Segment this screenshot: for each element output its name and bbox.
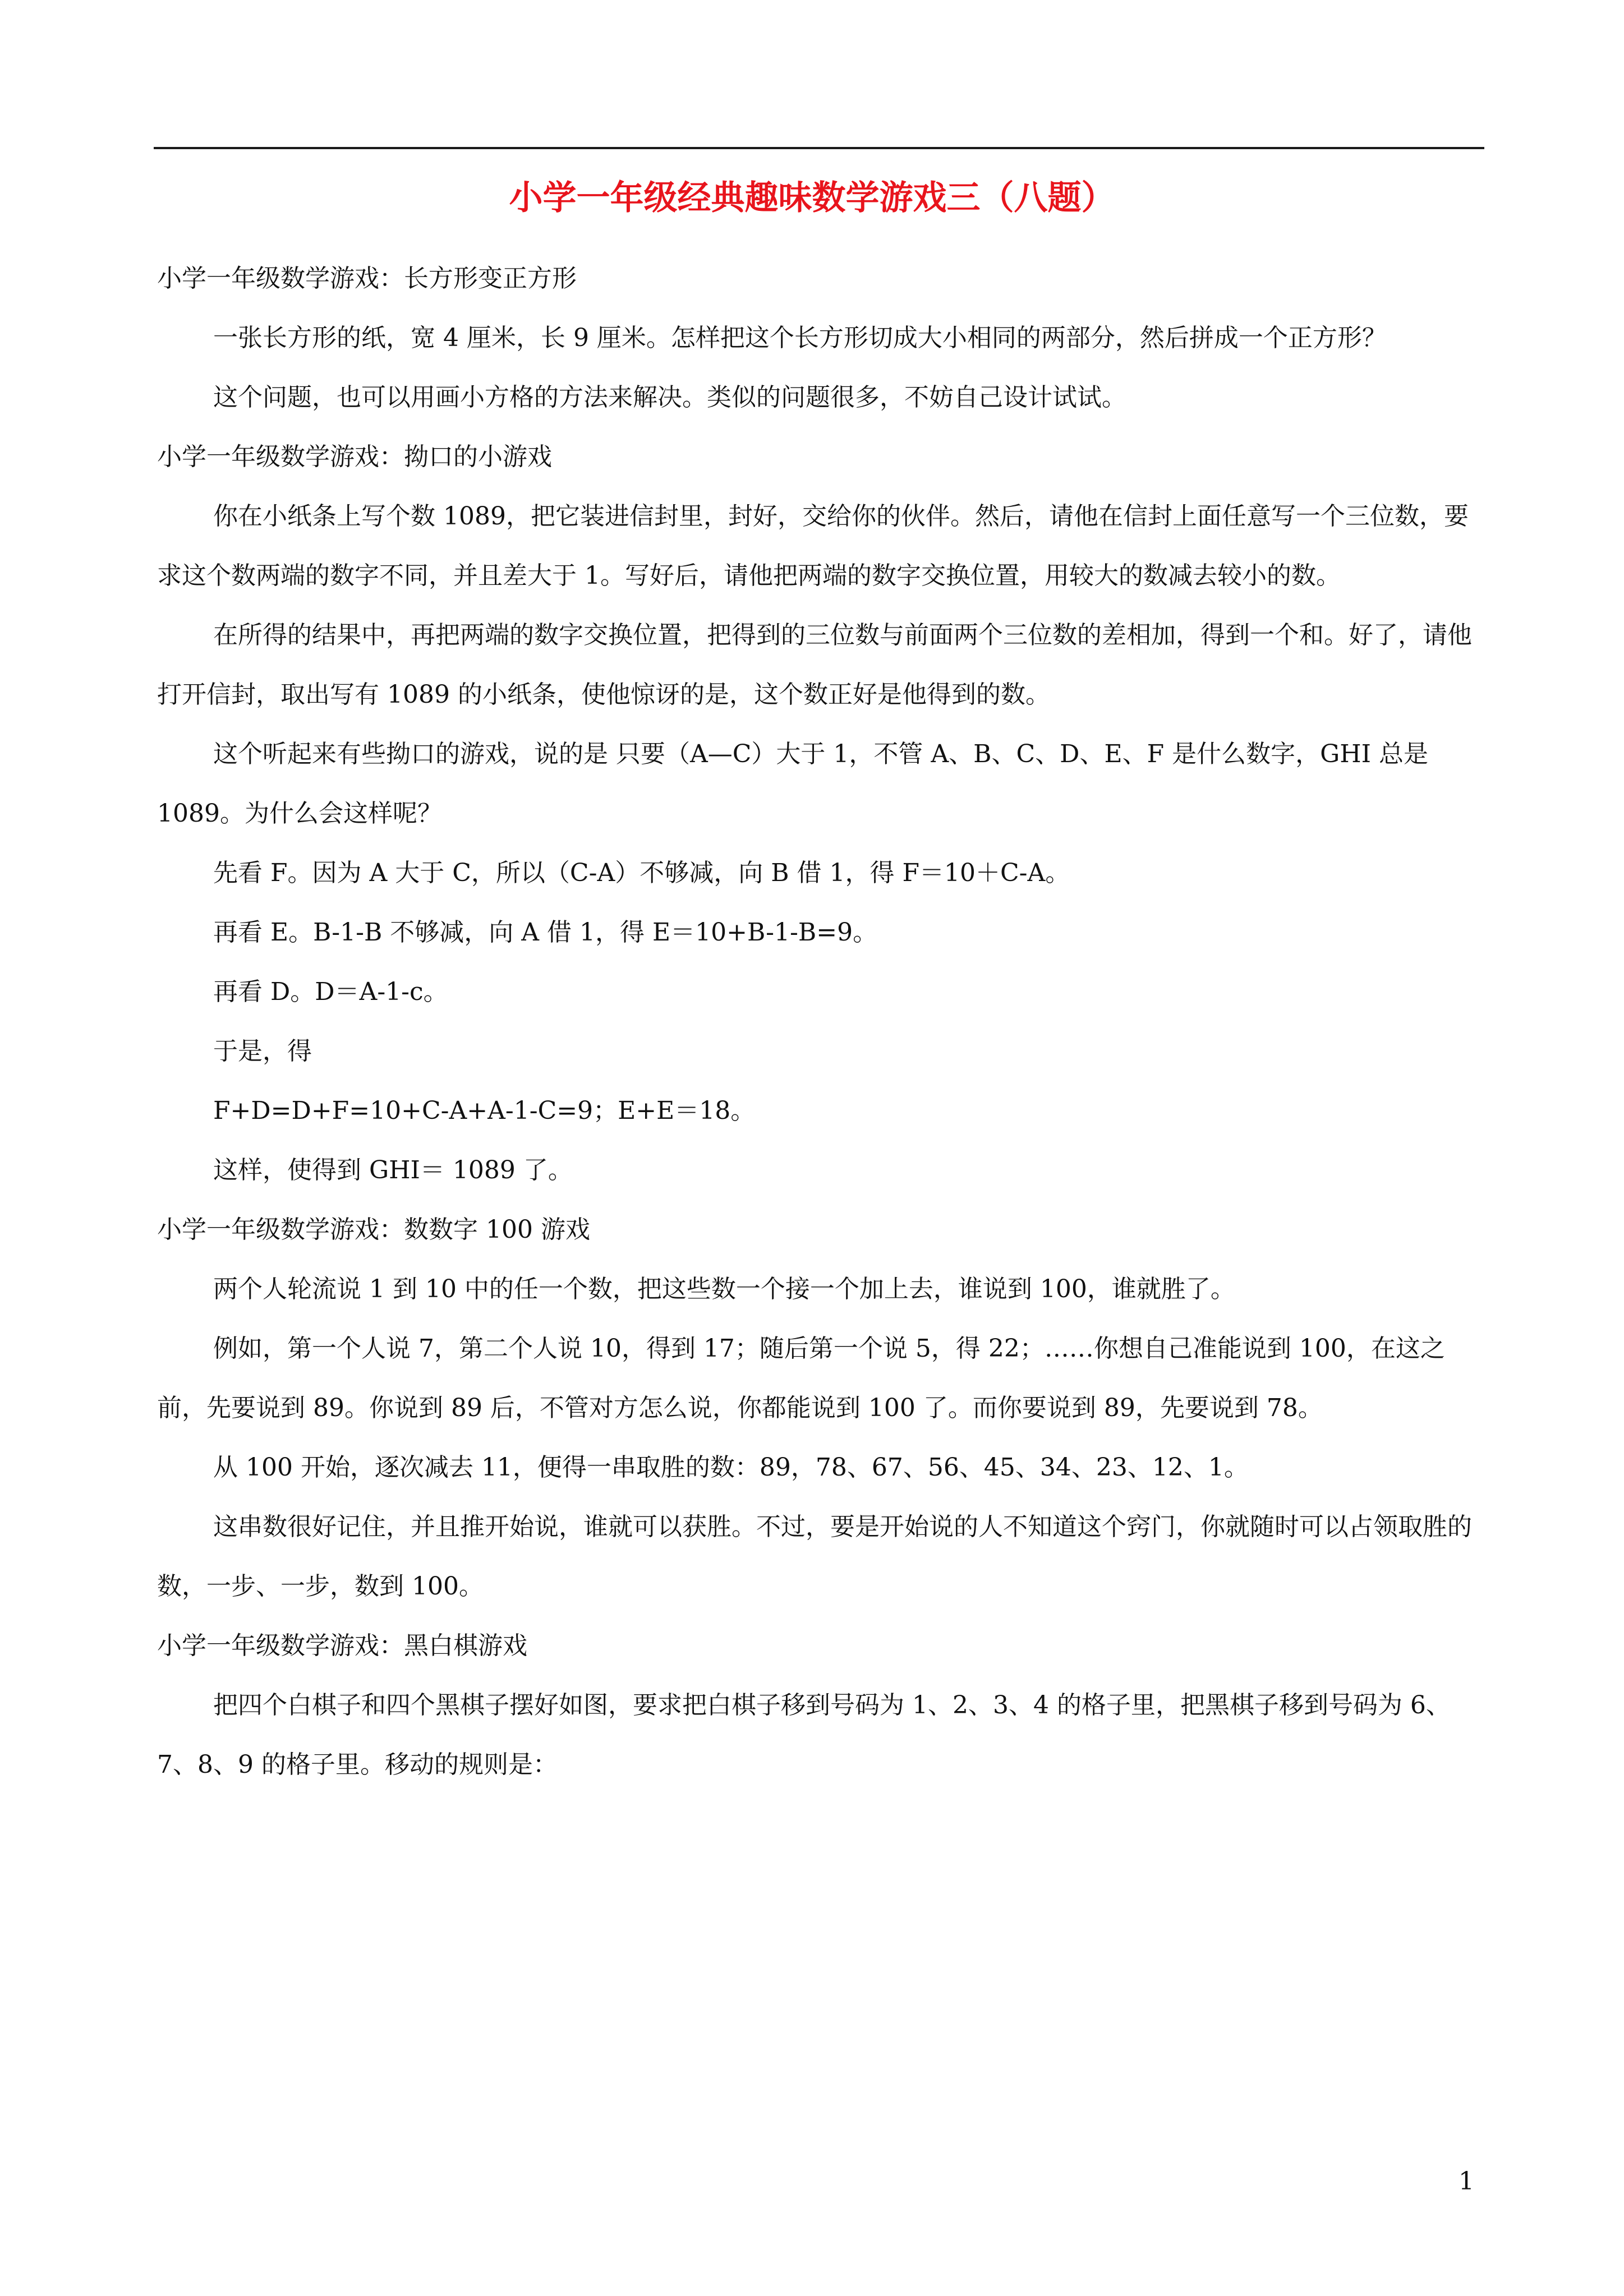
- paragraph: 把四个白棋子和四个黑棋子摆好如图，要求把白棋子移到号码为 1、2、3、4 的格子里，把黑棋子移到号码为 6、7、8、9 的格子里。移动的规则是：: [157, 1691, 1451, 1779]
- paragraph: 一张长方形的纸，宽 4 厘米，长 9 厘米。怎样把这个长方形切成大小相同的两部分，然后拼成一个正方形？: [213, 324, 1387, 352]
- section-heading: 小学一年级数学游戏：长方形变正方形: [157, 264, 577, 293]
- section-heading: 小学一年级数学游戏：黑白棋游戏: [157, 1631, 527, 1660]
- page-number: 1: [1459, 2167, 1474, 2196]
- document-body: [157, 249, 1484, 1795]
- paragraph: 先看 F。因为 A 大于 C，所以（C-A）不够减，向 B 借 1，得 F＝10＋C-A。: [213, 859, 1070, 887]
- paragraph: 两个人轮流说 1 到 10 中的任一个数，把这些数一个接一个加上去，谁说到 100，谁就胜了。: [213, 1275, 1235, 1303]
- paragraph: 再看 E。B-1-B 不够减，向 A 借 1，得 E＝10+B-1-B=9。: [213, 918, 878, 947]
- paragraph: 例如，第一个人说 7，第二个人说 10，得到 17；随后第一个说 5，得 22；……你想自己准能说到 100，在这之前，先要说到 89。你说到 89 后，不管对方怎么说，你都能说到 100 了。而你要说到 89，先要说到 78。: [157, 1334, 1445, 1422]
- paragraph: 在所得的结果中，再把两端的数字交换位置，把得到的三位数与前面两个三位数的差相加，得到一个和。好了，请他打开信封，取出写有 1089 的小纸条，使他惊讶的是，这个数正好是他得到的数。: [157, 621, 1472, 709]
- paragraph: 再看 D。D＝A-1-c。: [213, 978, 448, 1006]
- paragraph: 这个听起来有些拗口的游戏，说的是 只要（A—C）大于 1，不管 A、B、C、D、E、F 是什么数字，GHI 总是 1089。为什么会这样呢？: [157, 740, 1428, 828]
- section-heading: 小学一年级数学游戏：拗口的小游戏: [157, 442, 552, 471]
- paragraph: 于是，得: [213, 1037, 312, 1066]
- header-rule: [154, 147, 1484, 149]
- paragraph: 这串数很好记住，并且推开始说，谁就可以获胜。不过，要是开始说的人不知道这个窍门，你就随时可以占领取胜的数，一步、一步，数到 100。: [157, 1513, 1472, 1601]
- page-title: 小学一年级经典趣味数学游戏三（八题）: [509, 178, 1115, 218]
- formula-line: F+D=D+F=10+C-A+A-1-C=9；E+E＝18。: [213, 1096, 756, 1125]
- paragraph: 从 100 开始，逐次减去 11，便得一串取胜的数：89，78、67、56、45、34、23、12、1。: [213, 1453, 1249, 1482]
- paragraph: 这样，使得到 GHI＝ 1089 了。: [213, 1156, 573, 1184]
- paragraph: 这个问题，也可以用画小方格的方法来解决。类似的问题很多，不妨自己设计试试。: [213, 383, 1126, 412]
- paragraph: 你在小纸条上写个数 1089，把它装进信封里，封好，交给你的伙伴。然后，请他在信封上面任意写一个三位数，要求这个数两端的数字不同，并且差大于 1。写好后，请他把两端的数字交换位置，用较大的数减去较小的数。: [157, 502, 1469, 590]
- section-heading: 小学一年级数学游戏：数数字 100 游戏: [157, 1215, 590, 1244]
